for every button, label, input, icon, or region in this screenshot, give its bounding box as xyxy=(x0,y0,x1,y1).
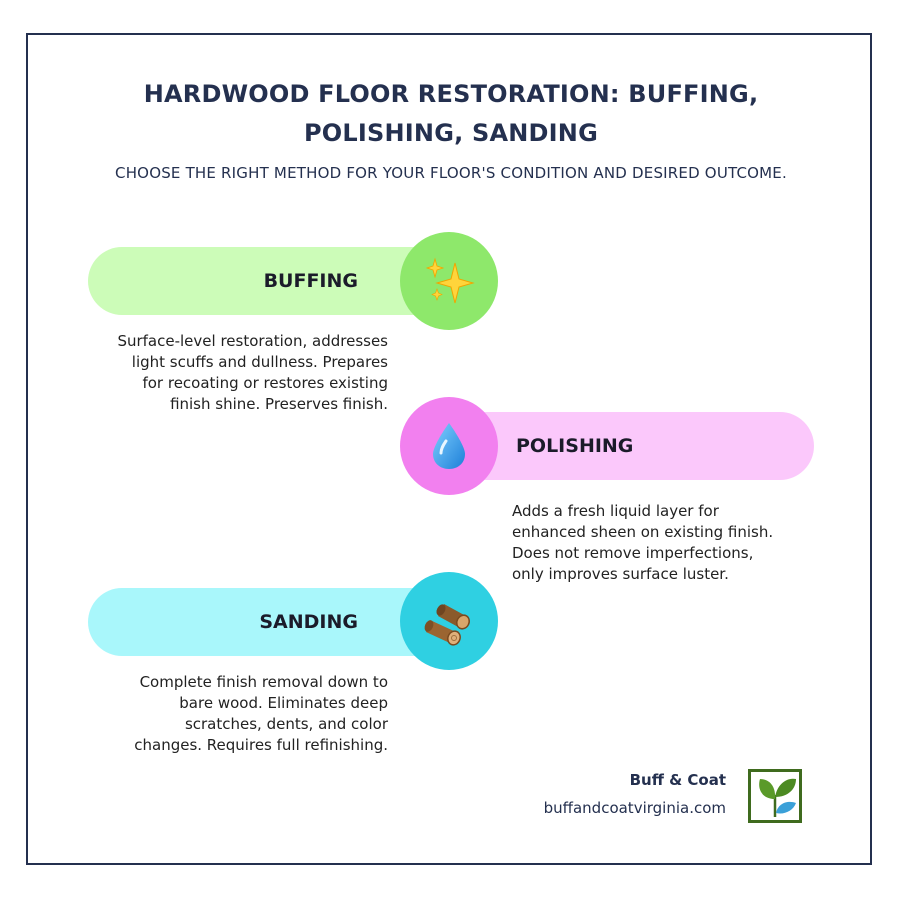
buffing-pill xyxy=(88,247,448,315)
polishing-pill xyxy=(452,412,814,480)
wood-log-icon xyxy=(422,594,476,648)
title-line-2: POLISHING, SANDING xyxy=(304,119,598,147)
polishing-label: POLISHING xyxy=(516,435,634,457)
brand-name: Buff & Coat xyxy=(629,771,726,789)
title-line-1: HARDWOOD FLOOR RESTORATION: BUFFING, xyxy=(143,80,759,108)
buffing-circle xyxy=(400,232,498,330)
infographic-frame xyxy=(26,33,872,865)
droplet-icon xyxy=(429,421,469,471)
leaf-logo-icon xyxy=(748,769,802,823)
page-subtitle: CHOOSE THE RIGHT METHOD FOR YOUR FLOOR'S CONDITION AND DESIRED OUTCOME. xyxy=(115,164,787,182)
buffing-description: Surface-level restoration, addresses light scuffs and dullness. Prepares for recoating or restores existing finish shine. Preserves finish. xyxy=(117,332,388,413)
brand-url[interactable]: buffandcoatvirginia.com xyxy=(543,799,726,817)
sanding-circle xyxy=(400,572,498,670)
polishing-description: Adds a fresh liquid layer for enhanced sheen on existing finish. Does not remove imperfections, only improves surface luster. xyxy=(512,502,774,583)
sparkles-icon xyxy=(423,255,475,307)
sanding-label: SANDING xyxy=(259,611,358,633)
polishing-circle xyxy=(400,397,498,495)
sanding-pill xyxy=(88,588,448,656)
sanding-description: Complete finish removal down to bare wood. Eliminates deep scratches, dents, and color changes. Requires full refinishing. xyxy=(134,673,388,754)
buffing-label: BUFFING xyxy=(263,270,358,292)
page-title xyxy=(28,75,874,153)
